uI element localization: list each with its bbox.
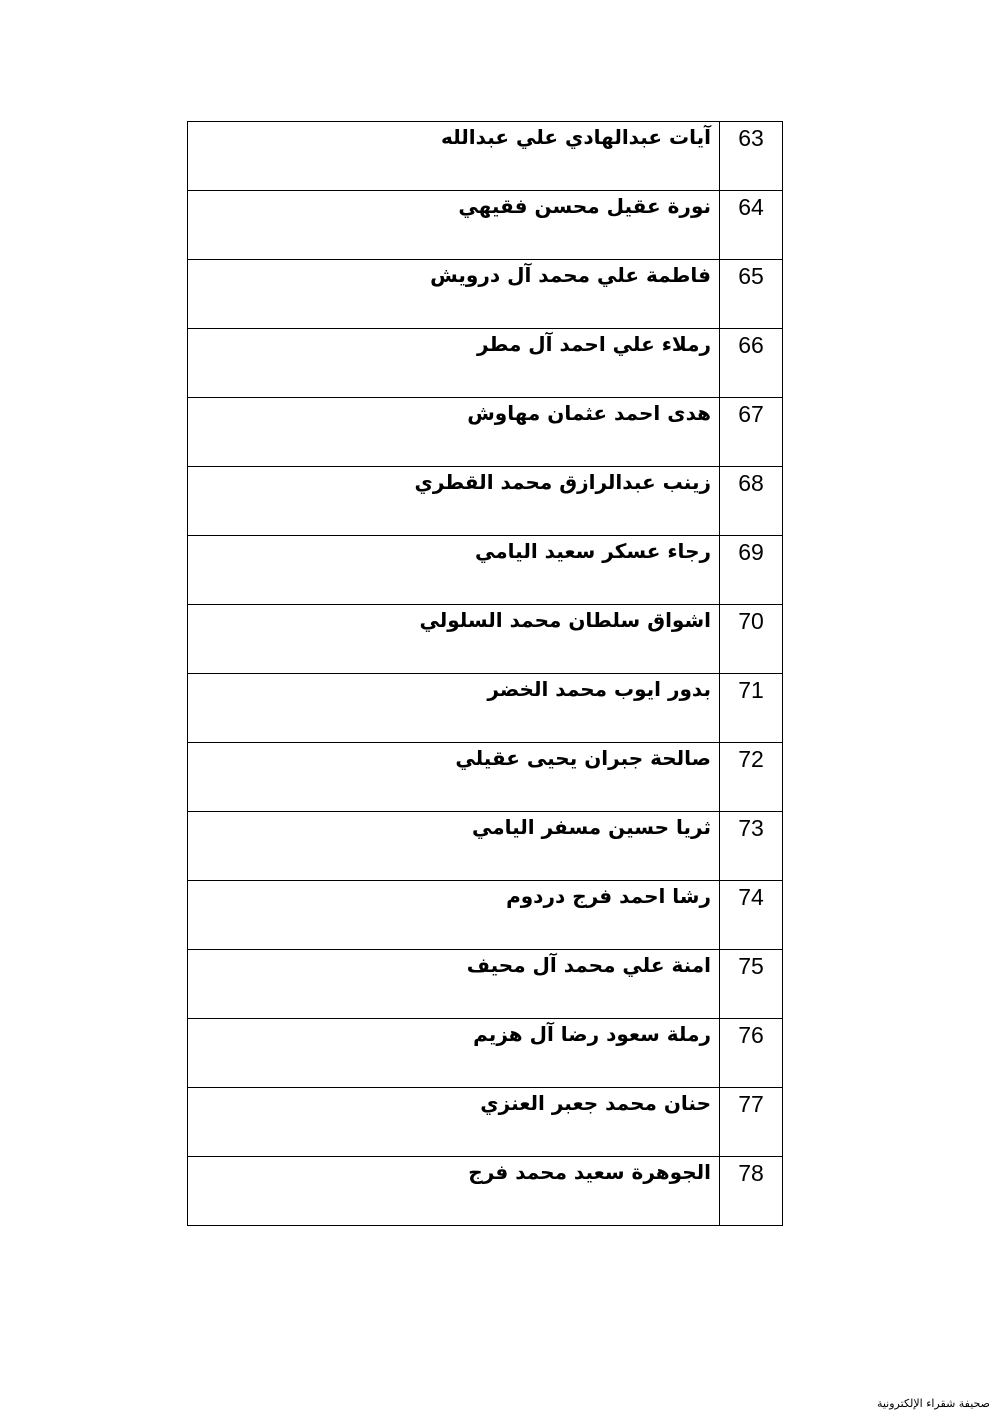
row-name: آيات عبدالهادي علي عبدالله [188,122,720,191]
row-number: 64 [720,191,783,260]
row-name: رملة سعود رضا آل هزيم [188,1019,720,1088]
table-row [188,398,783,467]
table-row [188,1157,783,1226]
row-number: 73 [720,812,783,881]
table-row [188,536,783,605]
row-name: بدور ايوب محمد الخضر [188,674,720,743]
row-number: 66 [720,329,783,398]
row-number: 69 [720,536,783,605]
row-number: 76 [720,1019,783,1088]
row-number: 74 [720,881,783,950]
row-number: 71 [720,674,783,743]
table-row [188,950,783,1019]
row-number: 65 [720,260,783,329]
names-table-body [188,122,783,1226]
row-name: رملاء علي احمد آل مطر [188,329,720,398]
table-row [188,1088,783,1157]
row-name: امنة علي محمد آل محيف [188,950,720,1019]
row-name: فاطمة علي محمد آل درويش [188,260,720,329]
table-row [188,812,783,881]
table-row [188,605,783,674]
row-name: اشواق سلطان محمد السلولي [188,605,720,674]
row-name: نورة عقيل محسن فقيهي [188,191,720,260]
row-number: 63 [720,122,783,191]
table-row [188,674,783,743]
table-row [188,329,783,398]
row-name: حنان محمد جعبر العنزي [188,1088,720,1157]
table-row [188,260,783,329]
row-number: 68 [720,467,783,536]
row-number: 78 [720,1157,783,1226]
table-row [188,1019,783,1088]
row-name: الجوهرة سعيد محمد فرج [188,1157,720,1226]
row-number: 72 [720,743,783,812]
table-row [188,122,783,191]
footer-watermark: صحيفة شقراء الإلكترونية [876,1397,990,1410]
row-number: 70 [720,605,783,674]
row-number: 67 [720,398,783,467]
row-name: زينب عبدالرازق محمد القطري [188,467,720,536]
row-name: صالحة جبران يحيى عقيلي [188,743,720,812]
table-row [188,743,783,812]
row-name: رشا احمد فرج دردوم [188,881,720,950]
names-table [187,121,783,1226]
row-number: 75 [720,950,783,1019]
row-name: رجاء عسكر سعيد اليامي [188,536,720,605]
row-name: ثريا حسين مسفر اليامي [188,812,720,881]
table-row [188,191,783,260]
row-number: 77 [720,1088,783,1157]
table-row [188,881,783,950]
row-name: هدى احمد عثمان مهاوش [188,398,720,467]
table-row [188,467,783,536]
